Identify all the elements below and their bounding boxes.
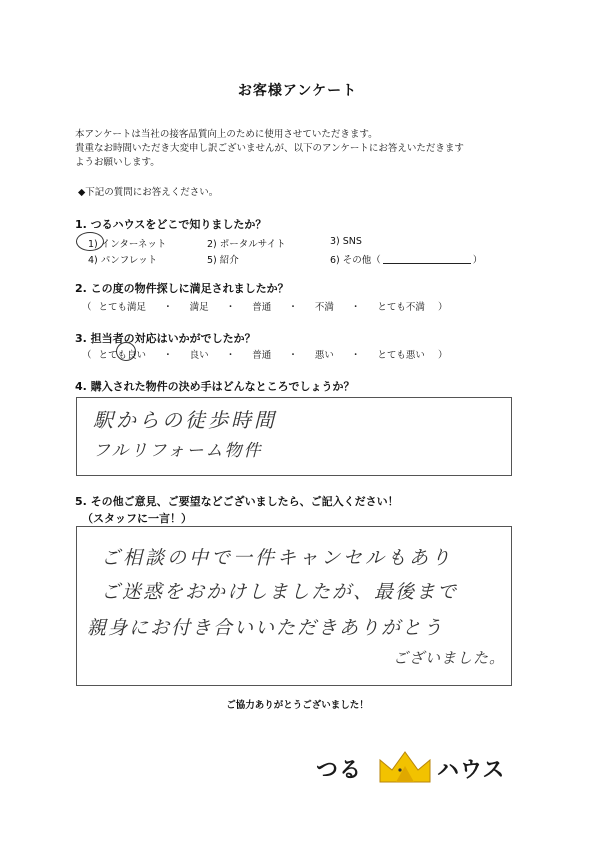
q1-option-portal[interactable]: 2) ポータルサイト (207, 239, 286, 250)
page-title: お客様アンケート (237, 83, 358, 99)
q5-answer-line-4: ございました。 (393, 649, 506, 667)
q3-separator: ・ (350, 350, 361, 361)
q2-separator: ・ (163, 302, 173, 313)
q3-close-paren: ） (437, 350, 448, 361)
q2-choice-very-satisfied[interactable]: とても満足 (98, 302, 147, 313)
q3-choice-very-bad[interactable]: とても悪い (377, 350, 425, 361)
company-logo (316, 748, 516, 788)
q2-separator: ・ (350, 302, 361, 313)
intro-line-3: ようお願いします。 (75, 157, 160, 168)
q3-choice-neutral[interactable]: 普通 (252, 350, 272, 361)
q5-answer-line-3: 親身にお付き合いいただきありがとう (87, 617, 445, 639)
question-5-subtitle: （スタッフに一言！） (82, 512, 192, 525)
intro-line-1: 本アンケートは当社の接客品質向上のために使用させていただきます。 (75, 129, 378, 140)
q2-close-paren: ） (437, 302, 448, 313)
q2-separator: ・ (288, 302, 298, 313)
q3-separator: ・ (225, 350, 236, 361)
q3-choice-bad[interactable]: 悪い (314, 350, 334, 361)
q2-choice-dissatisfied[interactable]: 不満 (314, 302, 334, 313)
question-4-title: 4. 購入された物件の決め手はどんなところでしょうか？ (75, 380, 355, 393)
q3-choice-very-good[interactable]: とても良い (98, 350, 147, 361)
q2-separator: ・ (225, 302, 236, 313)
question-2-title: 2. この度の物件探しに満足されましたか？ (75, 282, 289, 295)
q3-separator: ・ (163, 350, 173, 361)
q1-option-other[interactable] (330, 252, 482, 266)
question-1-title: 1. つるハウスをどこで知りましたか？ (75, 218, 267, 231)
q5-answer-box[interactable] (76, 526, 512, 686)
q2-choice-very-dissatisfied[interactable]: とても不満 (377, 302, 425, 313)
crane-logo-icon (376, 748, 434, 788)
q3-separator: ・ (288, 350, 298, 361)
q2-scale (82, 299, 447, 313)
q1-option-other-label: 6) その他（ (330, 255, 381, 266)
q5-answer-line-1: ご相談の中で一件キャンセルもあり (101, 547, 454, 569)
q1-option-sns[interactable]: 3) SNS (330, 236, 362, 247)
q3-choice-good[interactable]: 良い (189, 350, 209, 361)
logo-text-right: ハウス (437, 758, 506, 783)
q2-choice-neutral[interactable]: 普通 (252, 302, 272, 313)
q4-answer-line-2: フルリフォーム物件 (93, 441, 263, 461)
q3-open-paren: （ (82, 350, 92, 361)
other-blank-line[interactable] (383, 255, 471, 264)
q5-answer-line-2: ご迷惑をおかけしましたが、最後まで (101, 581, 459, 603)
logo-text-left: つる (316, 758, 363, 783)
thank-you-message: ご協力ありがとうございました！ (226, 700, 369, 711)
q4-answer-box[interactable] (76, 397, 512, 476)
question-5-title: 5. その他ご意見、ご要望などございましたら、ご記入ください！ (75, 495, 399, 508)
q1-option-referral[interactable]: 5) 紹介 (207, 255, 239, 266)
q1-option-pamphlet[interactable]: 4) パンフレット (88, 255, 158, 266)
q1-other-close: ） (472, 255, 483, 266)
question-3-title: 3. 担当者の対応はいかがでしたか？ (75, 332, 256, 345)
instruction-text: ◆下記の質問にお答えください。 (78, 187, 219, 198)
q2-open-paren: （ (82, 302, 92, 313)
intro-line-2: 貴重なお時間いただき大変申し訳ございませんが、以下のアンケートにお答えいただきます (75, 143, 464, 154)
q1-option-internet[interactable]: 1) インターネット (88, 239, 167, 250)
q2-choice-satisfied[interactable]: 満足 (189, 302, 209, 313)
q4-answer-line-1: 駅からの徒歩時間 (93, 408, 277, 432)
q3-scale (82, 347, 447, 361)
